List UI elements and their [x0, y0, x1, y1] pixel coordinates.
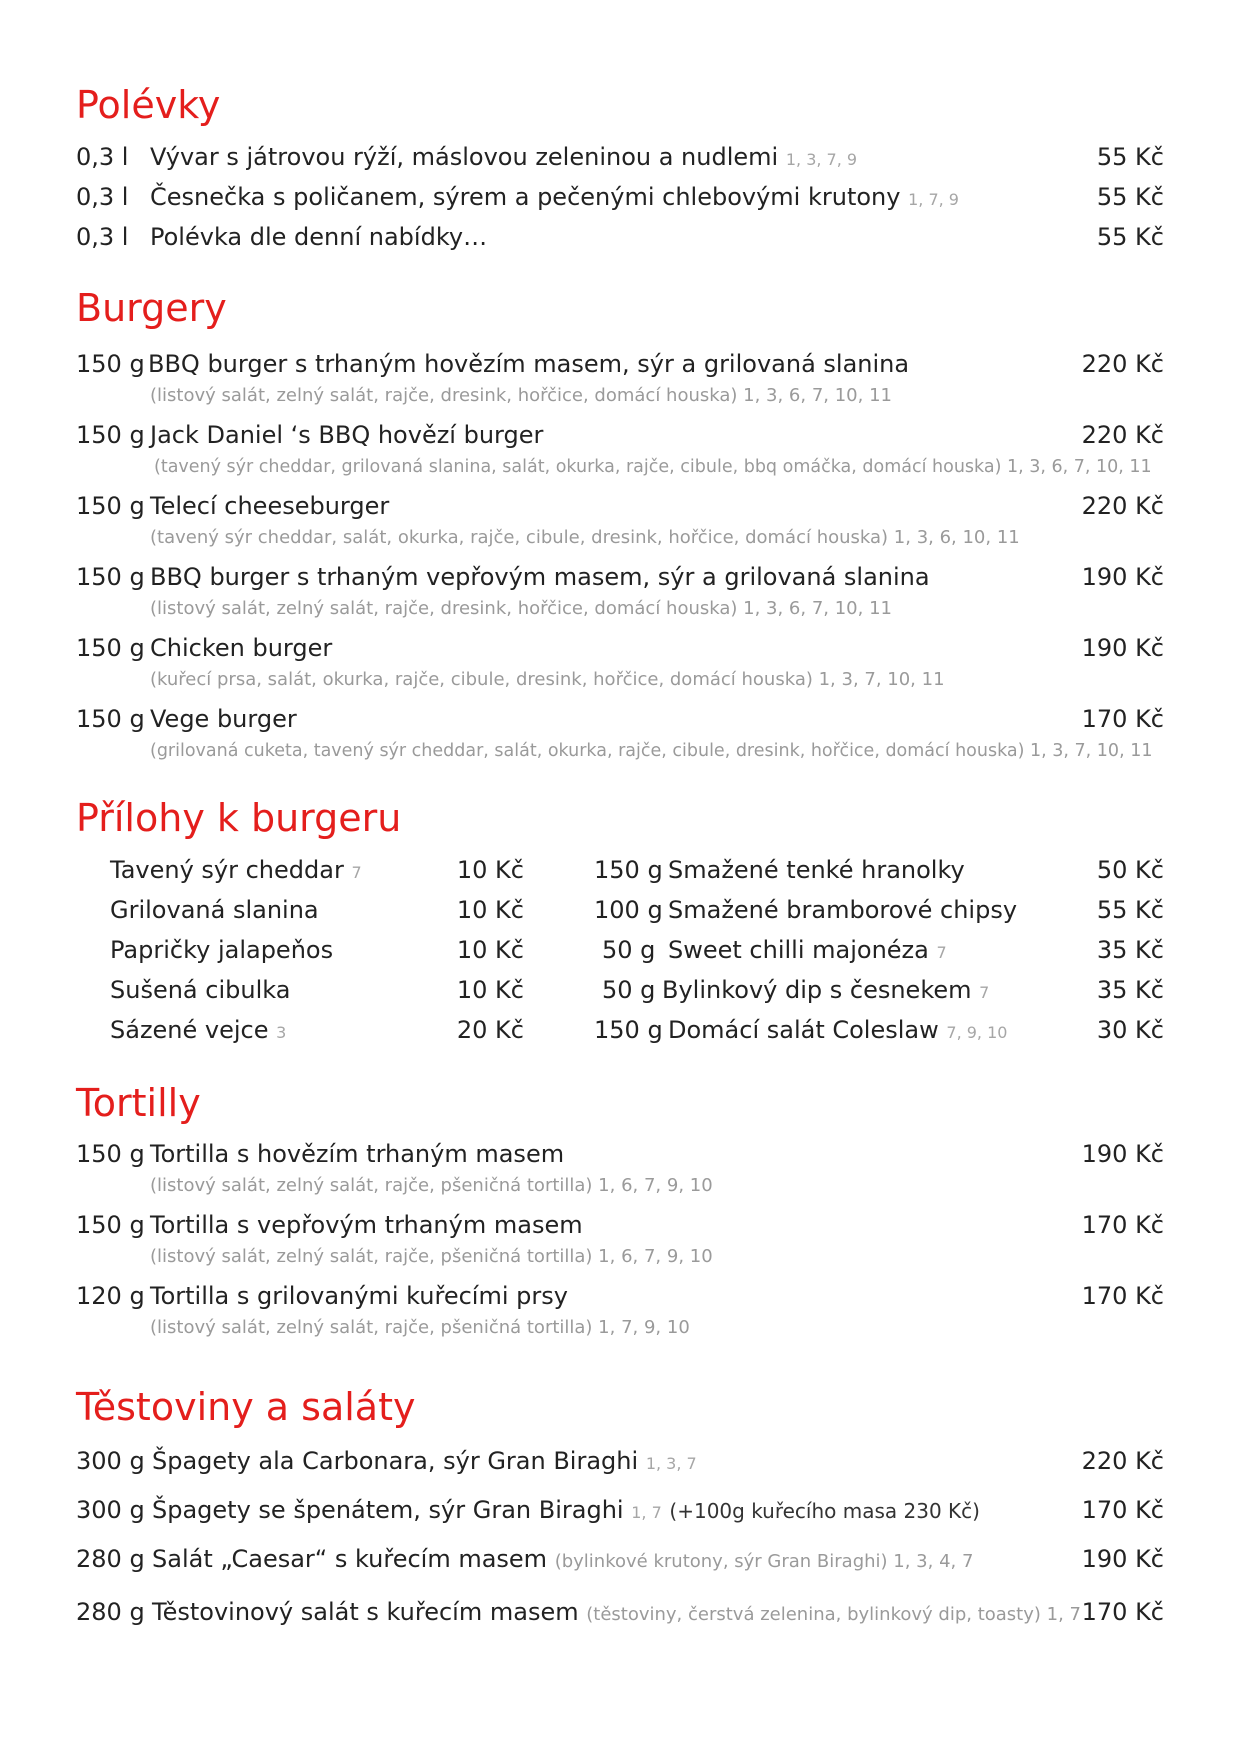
item-name-with-allergens	[668, 933, 947, 970]
item-price: 220 Kč	[1081, 421, 1164, 449]
item-price: 190 Kč	[1081, 563, 1164, 591]
item-quantity: 100 g	[594, 896, 663, 924]
item-ingredients: (listový salát, zelný salát, rajče, pšeničná tortilla) 1, 7, 9, 10	[150, 1317, 690, 1338]
item-price: 10 Kč	[456, 936, 524, 964]
side-item	[594, 973, 1164, 1007]
item-name: BBQ burger s trhaným hovězím masem, sýr a grilovaná slanina	[148, 350, 910, 378]
item-name: Těstovinový salát s kuřecím masem	[152, 1598, 579, 1626]
item-quantity: 150 g	[76, 350, 145, 378]
item-allergens: (těstoviny, čerstvá zelenina, bylinkový dip, toasty) 1, 7	[586, 1604, 1081, 1625]
item-quantity: 300 g	[76, 1496, 145, 1524]
item-price: 30 Kč	[1096, 1016, 1164, 1044]
side-item	[594, 1013, 1164, 1047]
item-price: 190 Kč	[1081, 1545, 1164, 1573]
item-quantity: 150 g	[76, 1211, 145, 1239]
section-title-sides: Přílohy k burgeru	[76, 796, 402, 840]
item-quantity: 150 g	[76, 421, 145, 449]
item-name: Polévka dle denní nabídky…	[150, 223, 488, 251]
item-name: Tortilla s hovězím trhaným masem	[150, 1140, 565, 1168]
item-name-with-allergens	[152, 1542, 973, 1579]
item-quantity: 0,3 l	[76, 143, 129, 171]
menu-item	[76, 1208, 1164, 1242]
item-name-with-allergens	[662, 973, 989, 1010]
item-name: Sušená cibulka	[110, 976, 291, 1004]
menu-item	[76, 560, 1164, 594]
item-allergens: (bylinkové krutony, sýr Gran Biraghi) 1, 3, 4, 7	[554, 1551, 974, 1572]
item-name: Salát „Caesar“ s kuřecím masem	[152, 1545, 548, 1573]
menu-item	[76, 702, 1164, 736]
item-name-with-allergens	[110, 1013, 286, 1050]
item-name: Papričky jalapeňos	[110, 936, 334, 964]
menu-item	[76, 1542, 1164, 1576]
item-quantity: 150 g	[76, 705, 145, 733]
item-allergens: 1, 7	[631, 1503, 662, 1522]
item-price: 55 Kč	[1096, 183, 1164, 211]
item-name: Sweet chilli majonéza	[668, 936, 929, 964]
item-quantity: 150 g	[76, 563, 145, 591]
section-title-tortillas: Tortilly	[76, 1081, 201, 1125]
side-item	[594, 933, 1164, 967]
section-title-burgers: Burgery	[76, 286, 227, 330]
item-price: 55 Kč	[1096, 223, 1164, 251]
item-ingredients: (kuřecí prsa, salát, okurka, rajče, cibule, dresink, hořčice, domácí houska) 1, 3, 7, 10, 11	[150, 669, 945, 690]
side-item	[110, 853, 524, 887]
menu-item	[76, 489, 1164, 523]
item-price: 20 Kč	[456, 1016, 524, 1044]
item-quantity: 150 g	[594, 856, 663, 884]
item-name: Sázené vejce	[110, 1016, 269, 1044]
menu-item	[76, 220, 1164, 254]
item-price: 170 Kč	[1081, 1496, 1164, 1524]
item-name: Tortilla s grilovanými kuřecími prsy	[150, 1282, 568, 1310]
item-price: 10 Kč	[456, 856, 524, 884]
item-ingredients: (listový salát, zelný salát, rajče, pšeničná tortilla) 1, 6, 7, 9, 10	[150, 1175, 713, 1196]
side-item	[110, 973, 524, 1007]
side-item	[110, 893, 524, 927]
item-quantity: 50 g	[602, 936, 656, 964]
item-price: 220 Kč	[1081, 1447, 1164, 1475]
item-price: 10 Kč	[456, 976, 524, 1004]
item-price: 170 Kč	[1081, 705, 1164, 733]
item-price: 220 Kč	[1081, 492, 1164, 520]
item-allergens: 3	[276, 1023, 287, 1042]
menu-item	[76, 1493, 1164, 1527]
item-price: 35 Kč	[1096, 976, 1164, 1004]
item-name: Špagety se špenátem, sýr Gran Biraghi	[152, 1496, 624, 1524]
item-quantity: 280 g	[76, 1598, 145, 1626]
item-name: Tavený sýr cheddar	[110, 856, 344, 884]
item-name: Telecí cheeseburger	[150, 492, 390, 520]
item-name: Vege burger	[150, 705, 297, 733]
section-title-pasta-salads: Těstoviny a saláty	[76, 1385, 416, 1429]
item-allergens: 7	[936, 943, 947, 962]
side-item	[594, 893, 1164, 927]
item-price: 55 Kč	[1096, 143, 1164, 171]
item-name: Chicken burger	[150, 634, 333, 662]
item-name-with-allergens	[152, 1493, 980, 1530]
item-quantity: 0,3 l	[76, 183, 129, 211]
menu-item	[76, 1279, 1164, 1313]
item-price: 50 Kč	[1096, 856, 1164, 884]
item-price: 170 Kč	[1081, 1282, 1164, 1310]
item-price: 190 Kč	[1081, 1140, 1164, 1168]
item-ingredients: (listový salát, zelný salát, rajče, dresink, hořčice, domácí houska) 1, 3, 6, 7, 10, 11	[150, 598, 892, 619]
item-name-with-allergens	[150, 140, 857, 177]
item-name-with-allergens	[152, 1595, 1081, 1632]
item-ingredients: (grilovaná cuketa, tavený sýr cheddar, salát, okurka, rajče, cibule, dresink, hořčice, domácí houska) 1, 3, 7, 10, 11	[150, 741, 1153, 761]
item-quantity: 120 g	[76, 1282, 145, 1310]
item-quantity: 150 g	[76, 634, 145, 662]
item-name: Smažené tenké hranolky	[668, 856, 965, 884]
item-name: BBQ burger s trhaným vepřovým masem, sýr a grilovaná slanina	[150, 563, 930, 591]
item-name: Smažené bramborové chipsy	[668, 896, 1018, 924]
item-ingredients: (listový salát, zelný salát, rajče, dresink, hořčice, domácí houska) 1, 3, 6, 7, 10, 11	[150, 385, 892, 406]
item-ingredients: (listový salát, zelný salát, rajče, pšeničná tortilla) 1, 6, 7, 9, 10	[150, 1246, 713, 1267]
menu-item	[76, 631, 1164, 665]
item-price: 170 Kč	[1081, 1598, 1164, 1626]
item-name: Bylinkový dip s česnekem	[662, 976, 972, 1004]
item-name-with-allergens	[150, 180, 959, 217]
item-allergens: 1, 7, 9	[908, 190, 959, 209]
item-allergens: 7	[979, 983, 990, 1002]
menu-item	[76, 347, 1164, 381]
menu-item	[76, 418, 1164, 452]
item-quantity: 280 g	[76, 1545, 145, 1573]
side-item	[110, 1013, 524, 1047]
menu-item	[76, 140, 1164, 174]
item-name: Grilovaná slanina	[110, 896, 319, 924]
item-price: 10 Kč	[456, 896, 524, 924]
section-title-soups: Polévky	[76, 83, 221, 127]
item-quantity: 150 g	[76, 1140, 145, 1168]
menu-item	[76, 1595, 1164, 1629]
item-name-with-allergens	[110, 853, 362, 890]
item-allergens: 1, 3, 7	[645, 1454, 697, 1473]
menu-item	[76, 1137, 1164, 1171]
side-item	[110, 933, 524, 967]
item-ingredients: (tavený sýr cheddar, grilovaná slanina, salát, okurka, rajče, cibule, bbq omáčka, domácí houska) 1, 3, 6, 7, 10, 11	[154, 457, 1152, 477]
item-name: Vývar s játrovou rýží, máslovou zeleninou a nudlemi	[150, 143, 779, 171]
item-allergens: 7	[351, 863, 362, 882]
item-name: Jack Daniel ‘s BBQ hovězí burger	[150, 421, 544, 449]
item-price: 35 Kč	[1096, 936, 1164, 964]
menu-item	[76, 1444, 1164, 1478]
item-name-with-allergens	[668, 1013, 1007, 1050]
item-name: Špagety ala Carbonara, sýr Gran Biraghi	[152, 1447, 639, 1475]
item-quantity: 0,3 l	[76, 223, 129, 251]
item-name: Tortilla s vepřovým trhaným masem	[150, 1211, 583, 1239]
item-quantity: 50 g	[602, 976, 656, 1004]
item-name-with-allergens	[152, 1444, 697, 1481]
item-note: (+100g kuřecího masa 230 Kč)	[669, 1499, 980, 1523]
item-name: Domácí salát Coleslaw	[668, 1016, 939, 1044]
item-price: 220 Kč	[1081, 350, 1164, 378]
side-item	[594, 853, 1164, 887]
item-allergens: 7, 9, 10	[946, 1023, 1008, 1042]
item-name: Česnečka s poličanem, sýrem a pečenými chlebovými krutony	[150, 183, 901, 211]
item-quantity: 300 g	[76, 1447, 145, 1475]
item-price: 55 Kč	[1096, 896, 1164, 924]
item-quantity: 150 g	[76, 492, 145, 520]
item-quantity: 150 g	[594, 1016, 663, 1044]
menu-item	[76, 180, 1164, 214]
item-price: 170 Kč	[1081, 1211, 1164, 1239]
item-ingredients: (tavený sýr cheddar, salát, okurka, rajče, cibule, dresink, hořčice, domácí houska) 1, 3, 6, 10, 11	[150, 527, 1020, 548]
item-price: 190 Kč	[1081, 634, 1164, 662]
item-allergens: 1, 3, 7, 9	[785, 150, 858, 169]
